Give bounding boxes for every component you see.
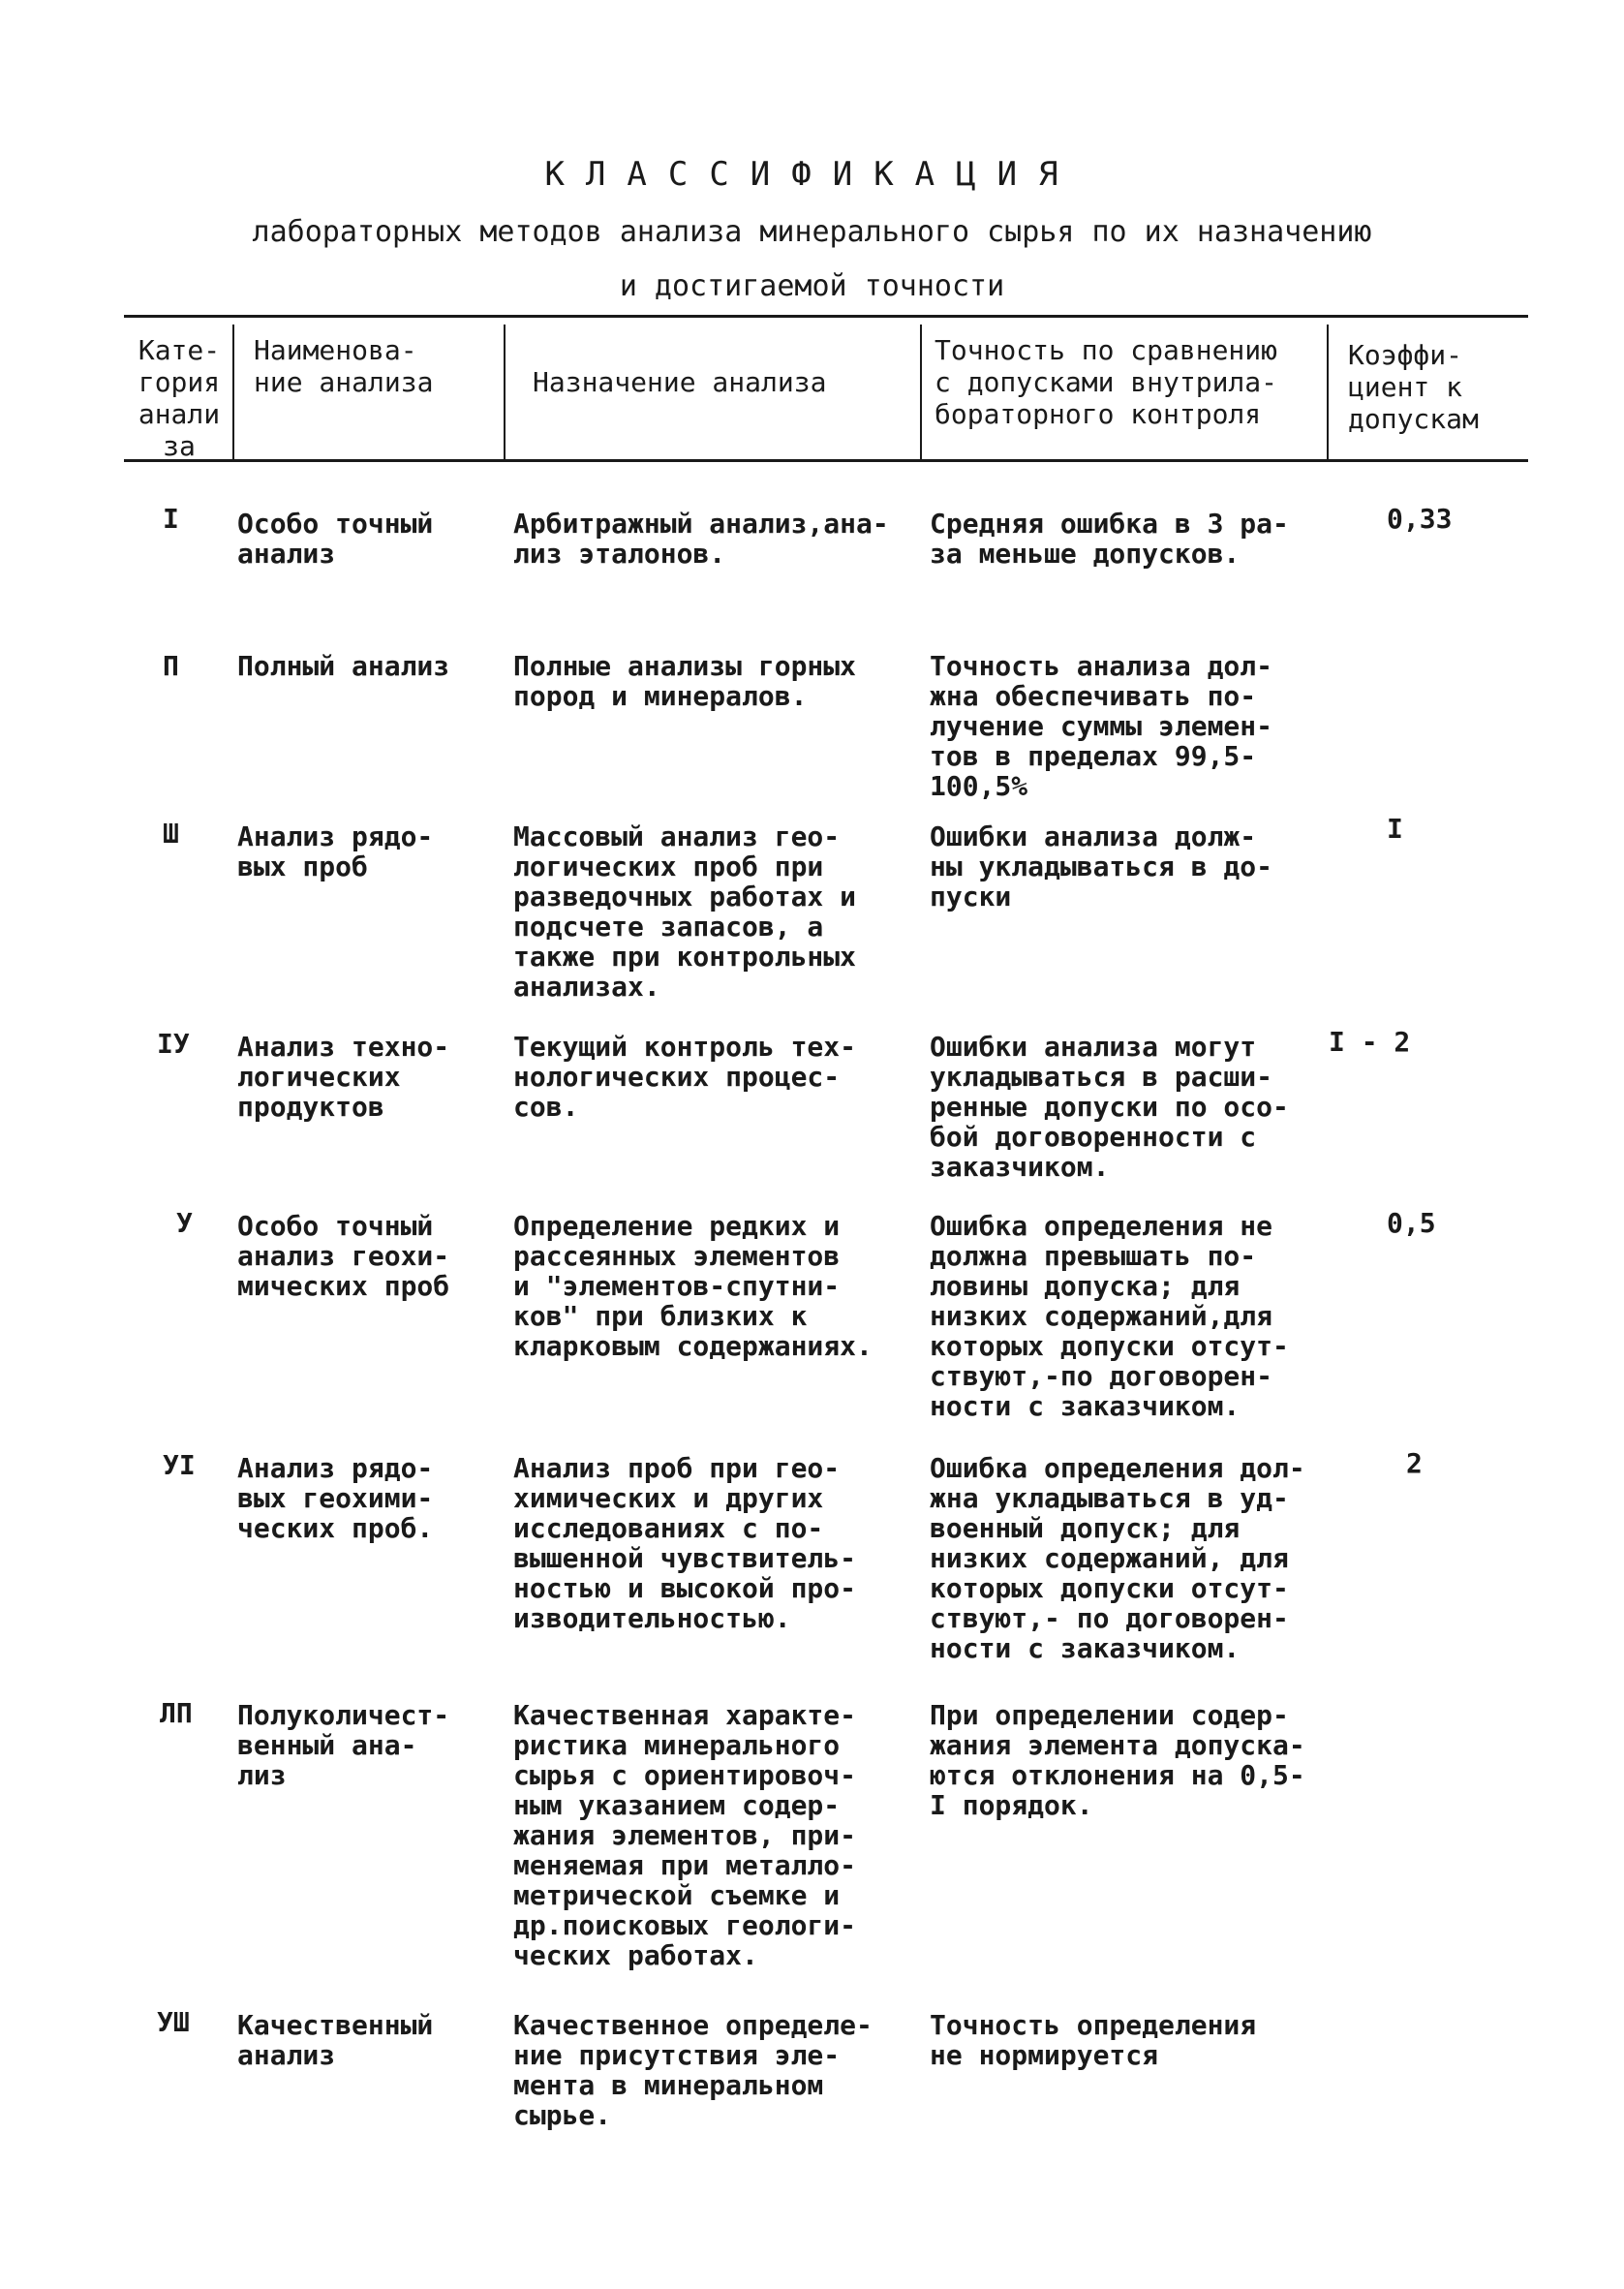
row-8-accuracy: Точность определения не нормируется xyxy=(930,2009,1257,2071)
row-1-name: Особо точный анализ xyxy=(237,508,434,570)
row-1-purpose: Арбитражный анализ,ана- лиз эталонов. xyxy=(513,508,889,570)
row-3-name: Анализ рядо- вых проб xyxy=(237,820,434,882)
row-1-accuracy: Средняя ошибка в 3 ра- за меньше допусков. xyxy=(930,508,1289,570)
row-8-purpose: Качественное определе- ние присутствия эле- мента в минеральном сырье. xyxy=(513,2009,873,2131)
header-separator-2 xyxy=(504,325,506,460)
header-accuracy: Точность по сравнению с допусками внутрила- бораторного контроля xyxy=(935,334,1278,430)
row-1-category: I xyxy=(163,503,179,535)
row-1-coefficient: 0,33 xyxy=(1387,503,1453,535)
row-4-coefficient: I - 2 xyxy=(1329,1026,1411,1058)
table-header-bottom-rule xyxy=(124,459,1528,462)
row-3-purpose: Массовый анализ гео- логических проб при разведочных работах и подсчете запасов, а также при контрольных анализах. xyxy=(513,820,857,1003)
row-8-name: Качественный анализ xyxy=(237,2009,434,2071)
row-5-name: Особо точный анализ геохи- мических проб xyxy=(237,1210,450,1302)
row-6-coefficient: 2 xyxy=(1406,1447,1423,1479)
row-4-category: IУ xyxy=(157,1028,190,1060)
row-8-category: УШ xyxy=(157,2006,190,2038)
row-2-name: Полный анализ xyxy=(237,650,450,682)
header-purpose: Назначение анализа xyxy=(533,366,827,398)
header-separator-1 xyxy=(232,325,234,460)
row-4-name: Анализ техно- логических продуктов xyxy=(237,1031,450,1123)
document-title: КЛАССИФИКАЦИЯ xyxy=(544,155,1080,194)
row-7-name: Полуколичест- венный ана- лиз xyxy=(237,1699,450,1791)
header-category: Кате- гория анали за xyxy=(138,334,221,462)
row-7-category: ЛП xyxy=(160,1697,193,1729)
row-3-category: Ш xyxy=(163,818,179,850)
header-separator-4 xyxy=(1327,325,1329,460)
row-6-name: Анализ рядо- вых геохими- ческих проб. xyxy=(237,1452,434,1544)
header-name: Наименова- ние анализа xyxy=(254,334,434,398)
row-6-category: УI xyxy=(163,1449,196,1481)
row-7-accuracy: При определении содер- жания элемента допуска- ются отклонения на 0,5- I порядок. xyxy=(930,1699,1305,1821)
row-6-accuracy: Ошибка определения дол- жна укладываться в уд- военный допуск; для низких содержаний, для которых допуски отсут- ствуют,- по договорен- ности с заказчиком. xyxy=(930,1452,1305,1664)
row-2-category: П xyxy=(163,650,179,682)
row-5-category: У xyxy=(176,1207,193,1239)
row-3-coefficient: I xyxy=(1387,813,1403,845)
row-5-accuracy: Ошибка определения не должна превышать по- ловины допуска; для низких содержаний,для которых допуски отсут- ствуют,-по договорен- ности с заказчиком. xyxy=(930,1210,1289,1422)
document-subtitle-line2: и достигаемой точности xyxy=(619,269,1005,303)
header-separator-3 xyxy=(920,325,922,460)
header-coefficient: Коэффи- циент к допускам xyxy=(1348,339,1479,435)
document-subtitle-line1: лабораторных методов анализа минерального сырья по их назначению xyxy=(252,215,1372,249)
row-3-accuracy: Ошибки анализа долж- ны укладываться в до- пуски xyxy=(930,820,1273,913)
row-6-purpose: Анализ проб при гео- химических и других исследованиях с по- вышенной чувствитель- ностью и высокой про- изводительностью. xyxy=(513,1452,857,1634)
row-2-accuracy: Точность анализа дол- жна обеспечивать по- лучение суммы элемен- тов в пределах 99,5- 100,5% xyxy=(930,650,1273,802)
row-7-purpose: Качественная характе- ристика минерального сырья с ориентировоч- ным указанием содер- жания элементов, при- меняемая при металло- метрической съемке и др.поисковых геологи- ческих работах. xyxy=(513,1699,857,1971)
row-5-coefficient: 0,5 xyxy=(1387,1207,1436,1239)
table-top-rule xyxy=(124,315,1528,318)
row-2-purpose: Полные анализы горных пород и минералов. xyxy=(513,650,857,712)
row-5-purpose: Определение редких и рассеянных элементов и "элементов-спутни- ков" при близких к кларковым содержаниях. xyxy=(513,1210,873,1362)
row-4-purpose: Текущий контроль тех- нологических процес- сов. xyxy=(513,1031,857,1123)
row-4-accuracy: Ошибки анализа могут укладываться в расши- ренные допуски по осо- бой договоренности с заказчиком. xyxy=(930,1031,1289,1183)
